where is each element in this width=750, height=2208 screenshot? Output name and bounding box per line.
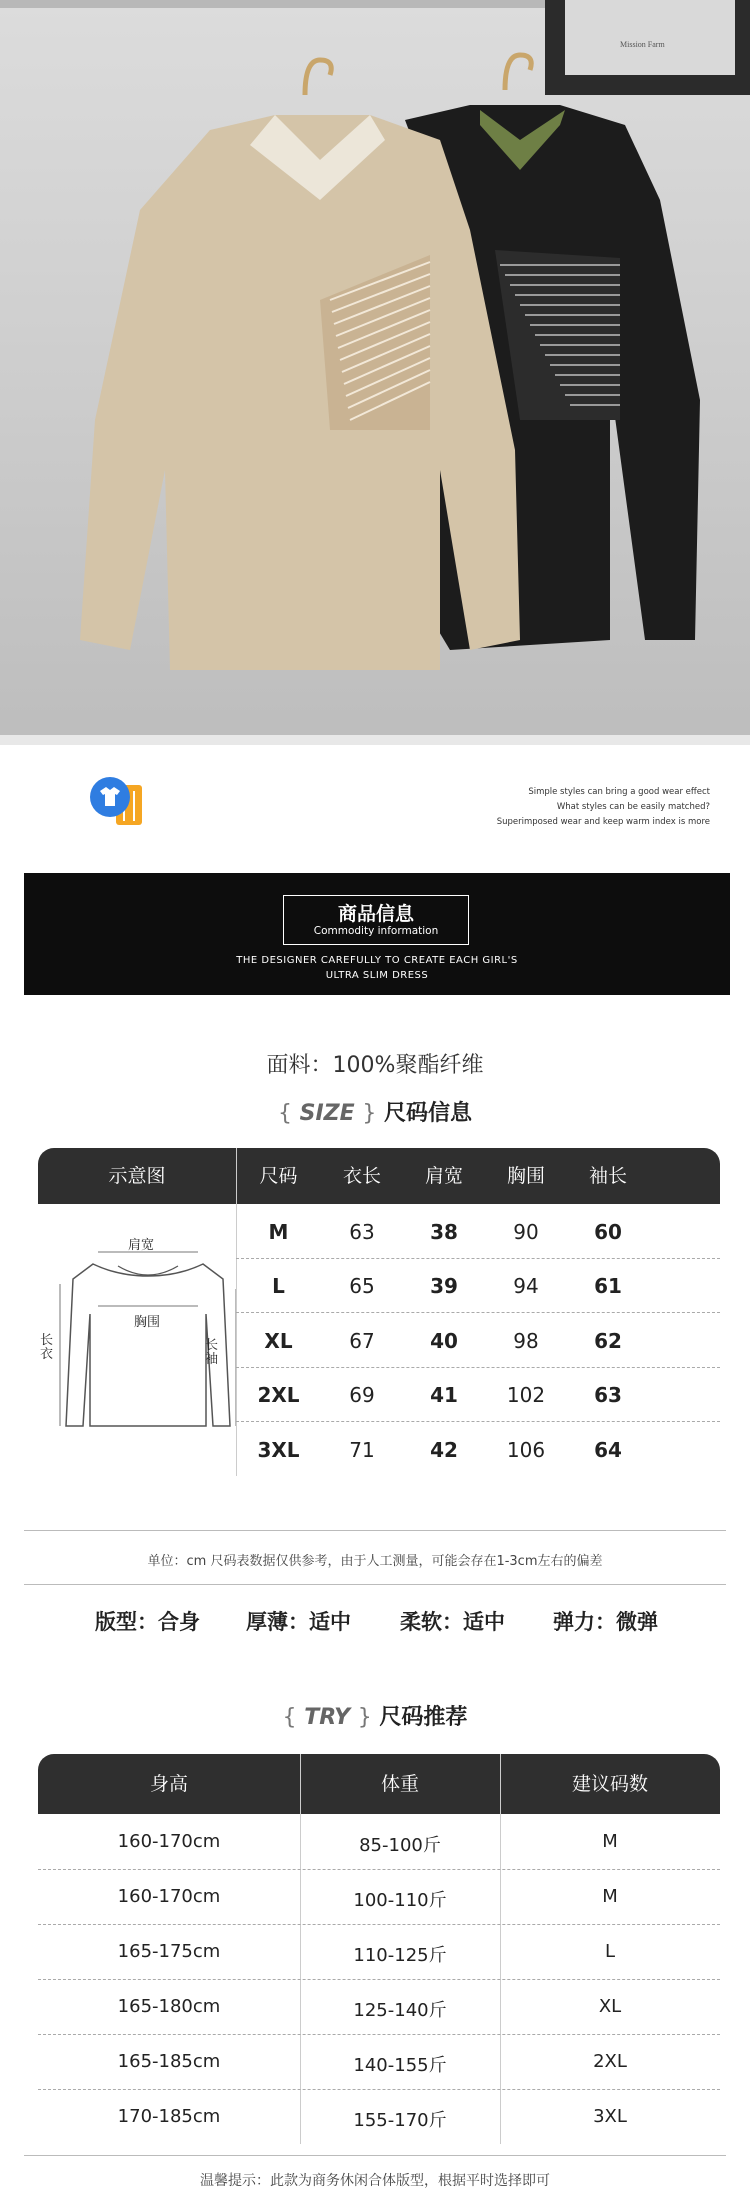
row-divider — [38, 2089, 720, 2091]
frame-text: Mission Farm — [620, 40, 665, 49]
brace: { — [282, 1705, 297, 1730]
row-divider — [38, 2034, 720, 2036]
attr-fit — [95, 1606, 200, 1636]
rec-cell: 165-180cm — [117, 1996, 221, 2017]
rec-cell: M — [602, 1886, 618, 1907]
rec-cell: 170-185cm — [117, 2106, 221, 2127]
row-divider — [38, 1869, 720, 1871]
attr-value: 合身 — [158, 1610, 200, 1634]
size-cell: 67 — [349, 1328, 375, 1353]
rec-cell: 160-170cm — [117, 1886, 221, 1907]
rec-cell: 110-125斤 — [353, 1945, 447, 1966]
rec-header: 体重 — [380, 1773, 419, 1795]
rec-cell: 140-155斤 — [353, 2055, 447, 2076]
size-cell: 61 — [594, 1274, 622, 1299]
size-cell: 39 — [430, 1274, 458, 1299]
size-cell: 63 — [594, 1383, 622, 1408]
size-cell: 3XL — [257, 1437, 300, 1462]
rec-header: 建议码数 — [571, 1773, 648, 1795]
row-divider — [236, 1312, 720, 1314]
attr-value: 适中 — [463, 1610, 505, 1634]
section-en: TRY — [304, 1705, 351, 1730]
rec-cell: 160-170cm — [117, 1831, 221, 1852]
shirt-pants-icon — [88, 773, 148, 833]
brace: } — [362, 1101, 377, 1126]
size-cell: 69 — [349, 1383, 375, 1408]
tagline-line: Superimposed wear and keep warm index is more — [496, 817, 710, 827]
sweaters-illustration — [0, 0, 750, 745]
rec-header: 身高 — [149, 1773, 188, 1795]
try-section-title — [0, 1700, 750, 1731]
size-cell: 64 — [594, 1437, 622, 1462]
section-en: SIZE — [299, 1101, 355, 1126]
attr-label: 柔软： — [400, 1610, 463, 1634]
size-header: 胸围 — [506, 1165, 545, 1187]
measurement-note: 单位：cm 尺码表数据仅供参考，由于人工测量，可能会存在1-3cm左右的偏差 — [147, 1554, 603, 1569]
rec-cell: 165-185cm — [117, 2051, 221, 2072]
size-cell: 71 — [349, 1437, 375, 1462]
rec-cell: 155-170斤 — [353, 2110, 447, 2131]
rec-cell: 125-140斤 — [353, 2000, 447, 2021]
row-divider — [236, 1421, 720, 1423]
size-cell: 41 — [430, 1383, 458, 1408]
tagline-line: What styles can be easily matched? — [556, 802, 710, 812]
size-cell: L — [272, 1274, 285, 1299]
size-cell: XL — [264, 1328, 293, 1353]
rec-cell: L — [604, 1941, 616, 1962]
row-divider — [236, 1258, 720, 1260]
rec-cell: 100-110斤 — [353, 1890, 447, 1911]
diagram-label-sleeve: 长袖 — [205, 1338, 219, 1367]
size-cell: 38 — [430, 1220, 458, 1244]
attr-value: 微弹 — [616, 1610, 658, 1634]
diagram-header: 示意图 — [108, 1165, 166, 1187]
brace: } — [357, 1705, 372, 1730]
section-zh: 尺码信息 — [384, 1101, 473, 1126]
divider — [24, 1584, 726, 1585]
size-header: 尺码 — [259, 1165, 298, 1187]
size-cell: 60 — [594, 1220, 622, 1244]
size-cell: 94 — [513, 1274, 539, 1299]
size-header: 袖长 — [588, 1165, 627, 1187]
diagram-label-shoulder: 肩宽 — [128, 1238, 155, 1253]
attr-value: 适中 — [309, 1610, 351, 1634]
size-section-title — [0, 1096, 750, 1127]
fabric-text: 面料：100%聚酯纤维 — [266, 1053, 484, 1078]
banner-title: 商品信息 — [337, 903, 414, 925]
diagram-label-chest: 胸围 — [134, 1315, 161, 1330]
rec-cell: 2XL — [593, 2051, 627, 2072]
section-zh: 尺码推荐 — [379, 1705, 468, 1730]
rec-cell: 3XL — [593, 2106, 627, 2127]
size-cell: 106 — [506, 1437, 546, 1462]
size-cell: 98 — [513, 1328, 539, 1353]
attr-label: 弹力： — [553, 1610, 616, 1634]
product-photo — [0, 0, 750, 745]
brace: { — [277, 1101, 292, 1126]
rec-cell: XL — [598, 1996, 622, 2017]
size-cell: 90 — [513, 1220, 539, 1244]
row-divider — [38, 1924, 720, 1926]
banner-line: ULTRA SLIM DRESS — [325, 970, 429, 981]
row-divider — [236, 1367, 720, 1369]
attr-elasticity — [553, 1606, 658, 1636]
size-header: 衣长 — [342, 1165, 381, 1187]
size-cell: 62 — [594, 1328, 622, 1353]
banner-line: THE DESIGNER CAREFULLY TO CREATE EACH GIRL'S — [236, 955, 518, 966]
attr-label: 厚薄： — [246, 1610, 309, 1634]
size-header: 肩宽 — [424, 1165, 463, 1187]
size-cell: 40 — [430, 1328, 458, 1353]
row-divider — [38, 1979, 720, 1981]
diagram-label-length: 长衣 — [40, 1333, 54, 1362]
size-cell: 42 — [430, 1437, 458, 1462]
attr-label: 版型： — [95, 1610, 158, 1634]
attr-softness — [400, 1606, 505, 1636]
sweater-diagram — [38, 1204, 236, 1476]
size-cell: M — [268, 1220, 289, 1244]
size-cell: 2XL — [257, 1383, 300, 1408]
size-cell: 65 — [349, 1274, 375, 1299]
tagline — [470, 785, 710, 830]
rec-cell: 85-100斤 — [359, 1835, 441, 1856]
size-cell: 63 — [349, 1220, 375, 1244]
size-cell: 102 — [506, 1383, 546, 1408]
divider — [24, 2155, 726, 2156]
footer-tip: 温馨提示：此款为商务休闲合体版型，根据平时选择即可 — [200, 2173, 550, 2189]
attr-thickness — [246, 1606, 351, 1636]
banner-subtitle: Commodity information — [313, 925, 439, 937]
tagline-line: Simple styles can bring a good wear effect — [528, 787, 710, 797]
rec-cell: M — [602, 1831, 618, 1852]
rec-cell: 165-175cm — [117, 1941, 221, 1962]
divider — [24, 1530, 726, 1531]
